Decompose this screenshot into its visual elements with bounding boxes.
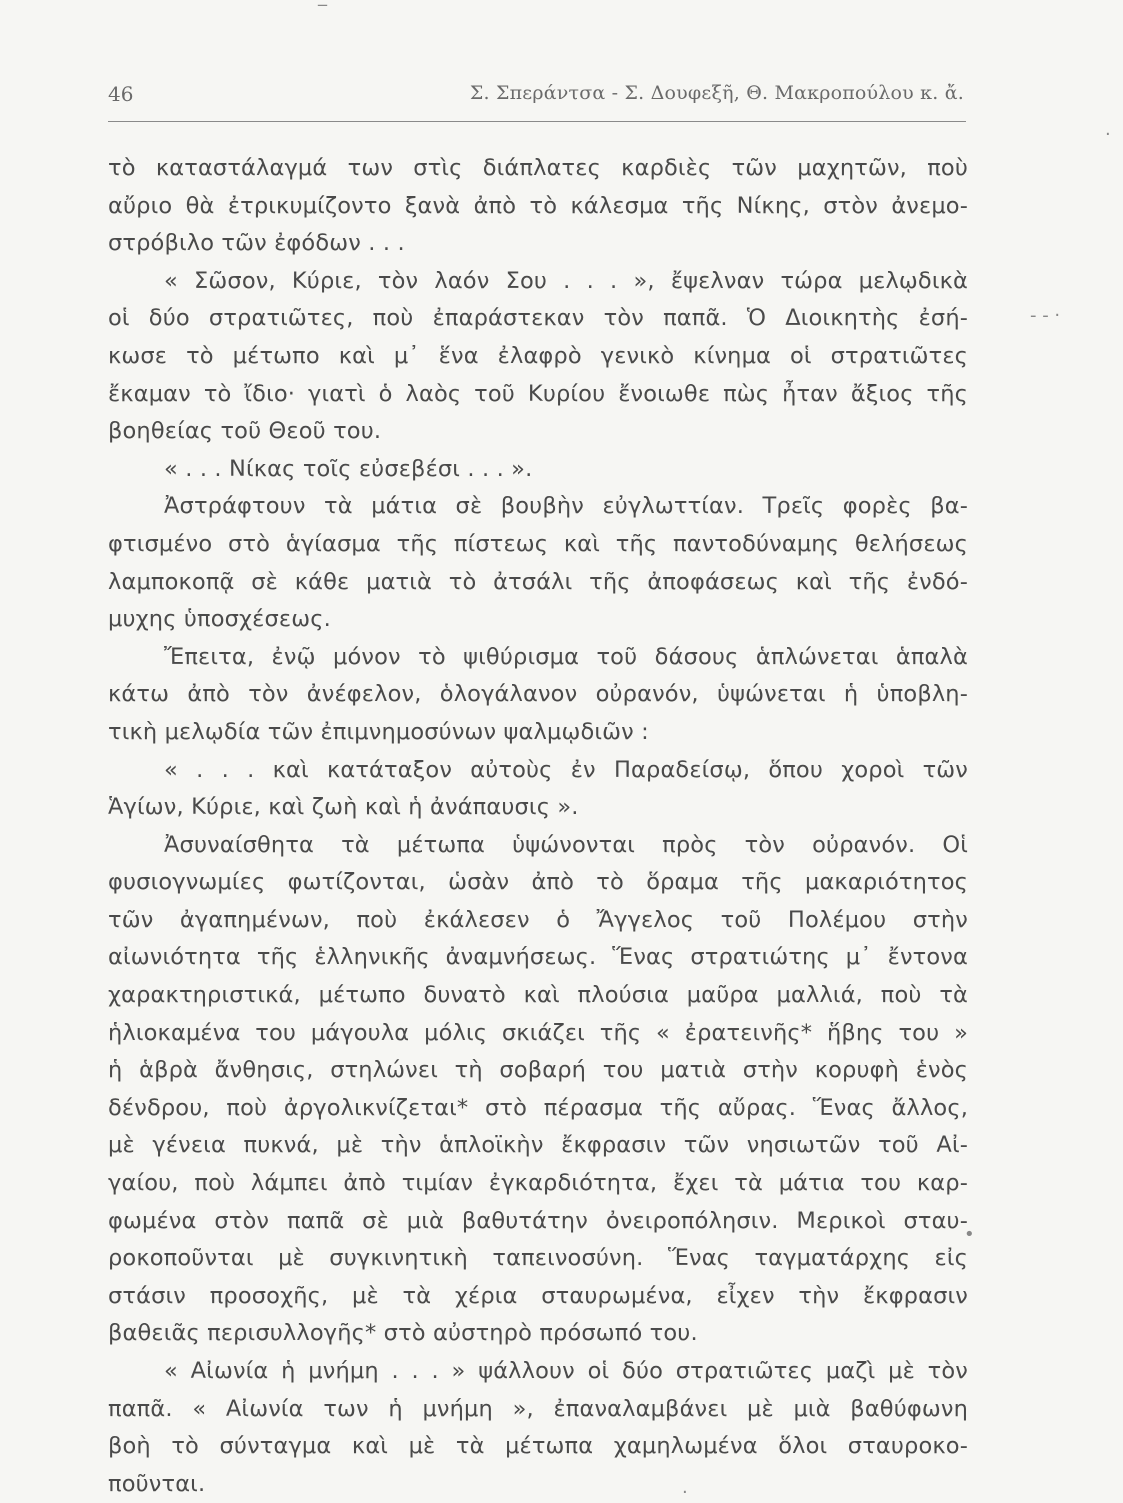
text-line: Ἔπειτα, ἐνῷ μόνον τὸ ψιθύρισμα τοῦ δάσους ἁπλώνεται ἁπαλὰ (164, 643, 968, 670)
text-line: παπᾶ. « Αἰωνία των ἡ μνήμη », ἐπαναλαμβάνει μὲ μιὰ βαθύφωνη (108, 1395, 968, 1422)
text-line: στρόβιλο τῶν ἐφόδων . . . (108, 230, 405, 257)
text-line: Ἀστράφτουν τὰ μάτια σὲ βουβὴν εὐγλωττίαν. Τρεῖς φορὲς βα- (164, 493, 968, 520)
scan-speck: · (1105, 124, 1111, 145)
text-line: τῶν ἀγαπημένων, ποὺ ἐκάλεσεν ὁ Ἄγγελος τοῦ Πολέμου στὴν (108, 906, 968, 933)
text-line: βοηθείας τοῦ Θεοῦ του. (108, 418, 382, 445)
scan-speck: • (964, 1224, 975, 1245)
text-line: « . . . Νίκας τοῖς εὐσεβέσι . . . ». (164, 455, 533, 482)
text-line: « . . . καὶ κατάταξον αὐτοὺς ἐν Παραδείσῳ, ὅπου χοροὶ τῶν (164, 756, 968, 783)
text-line: γαίου, ποὺ λάμπει ἀπὸ τιμίαν ἐγκαρδιότητα, ἔχει τὰ μάτια του καρ- (108, 1170, 968, 1197)
text-line: ἔκαμαν τὸ ἴδιο· γιατὶ ὁ λαὸς τοῦ Κυρίου ἔνοιωθε πὼς ἦταν ἄξιος τῆς (108, 380, 968, 407)
text-line: « Σῶσον, Κύριε, τὸν λαόν Σου . . . », ἔψελναν τώρα μελῳδικὰ (164, 267, 968, 294)
text-line: ροκοποῦνται μὲ συγκινητικὴ ταπεινοσύνη. Ἕνας ταγματάρχης εἰς (108, 1245, 968, 1272)
text-line: βοὴ τὸ σύνταγμα καὶ μὲ τὰ μέτωπα χαμηλωμένα ὅλοι σταυροκο- (108, 1433, 968, 1460)
text-line: μὲ γένεια πυκνά, μὲ τὴν ἁπλοϊκὴν ἔκφρασιν τῶν νησιωτῶν τοῦ Αἰ- (108, 1132, 968, 1159)
text-line: Ἀσυναίσθητα τὰ μέτωπα ὑψώνονται πρὸς τὸν οὐρανόν. Οἱ (164, 831, 968, 858)
text-line: οἱ δύο στρατιῶτες, ποὺ ἐπαράστεκαν τὸν παπᾶ. Ὁ Διοικητὴς ἐσή- (108, 305, 968, 332)
text-line: τικὴ μελῳδία τῶν ἐπιμνημοσύνων ψαλμῳδιῶν : (108, 718, 649, 745)
text-line: φωμένα στὸν παπᾶ σὲ μιὰ βαθυτάτην ὀνειροπόλησιν. Μερικοὶ σταυ- (108, 1207, 968, 1234)
text-line: τὸ καταστάλαγμά των στὶς διάπλατες καρδιὲς τῶν μαχητῶν, ποὺ (108, 155, 968, 181)
text-line: ἡ ἁβρὰ ἄνθησις, στηλώνει τὴ σοβαρή του ματιὰ στὴν κορυφὴ ἑνὸς (108, 1057, 968, 1084)
text-line: ἡλιοκαμένα του μάγουλα μόλις σκιάζει τῆς « ἐρατεινῆς* ἥβης του » (108, 1019, 968, 1046)
text-line: βαθειᾶς περισυλλογῆς* στὸ αὐστηρὸ πρόσωπό του. (108, 1320, 698, 1347)
body-text (108, 150, 968, 1503)
scan-speck: · (682, 1482, 688, 1503)
text-line: κωσε τὸ μέτωπο καὶ μ᾽ ἕνα ἐλαφρὸ γενικὸ κίνημα οἱ στρατιῶτες (108, 342, 968, 369)
text-line: λαμποκοπᾷ σὲ κάθε ματιὰ τὸ ἀτσάλι τῆς ἀποφάσεως καὶ τῆς ἐνδό- (108, 568, 968, 595)
text-line: αἰωνιότητα τῆς ἑλληνικῆς ἀναμνήσεως. Ἕνας στρατιώτης μ᾽ ἔντονα (108, 944, 968, 971)
text-line: στάσιν προσοχῆς, μὲ τὰ χέρια σταυρωμένα, εἶχεν τὴν ἔκφρασιν (108, 1282, 968, 1309)
text-line: ποῦνται. (108, 1470, 206, 1497)
page-header (108, 82, 964, 116)
header-rule (108, 121, 966, 122)
scan-speck: - - · (1030, 305, 1061, 326)
text-line: φτισμένο στὸ ἁγίασμα τῆς πίστεως καὶ τῆς παντοδύναμης θελήσεως (108, 530, 968, 557)
text-line: φυσιογνωμίες φωτίζονται, ὡσὰν ἀπὸ τὸ ὅραμα τῆς μακαριότητος (108, 869, 968, 896)
text-line: μυχης ὑποσχέσεως. (108, 606, 331, 633)
scan-speck: ‾ (318, 2, 327, 23)
running-head: Σ. Σπεράντσα - Σ. Δουφεξῆ, Θ. Μακροπούλου κ. ἄ. (469, 82, 964, 104)
text-line: κάτω ἀπὸ τὸν ἀνέφελον, ὁλογάλανον οὐρανόν, ὑψώνεται ἡ ὑποβλη- (108, 681, 968, 708)
page-number: 46 (108, 82, 134, 106)
text-line: « Αἰωνία ἡ μνήμη . . . » ψάλλουν οἱ δύο στρατιῶτες μαζὶ μὲ τὸν (164, 1358, 968, 1384)
text-line: Ἁγίων, Κύριε, καὶ ζωὴ καὶ ἡ ἀνάπαυσις ». (108, 794, 579, 821)
text-line: δένδρου, ποὺ ἀργολικνίζεται* στὸ πέρασμα τῆς αὔρας. Ἕνας ἄλλος, (108, 1094, 968, 1121)
text-line: χαρακτηριστικά, μέτωπο δυνατὸ καὶ πλούσια μαῦρα μαλλιά, ποὺ τὰ (108, 982, 968, 1009)
text-line: αὔριο θὰ ἐτρικυμίζοντο ξανὰ ἀπὸ τὸ κάλεσμα τῆς Νίκης, στὸν ἀνεμο- (108, 192, 968, 219)
